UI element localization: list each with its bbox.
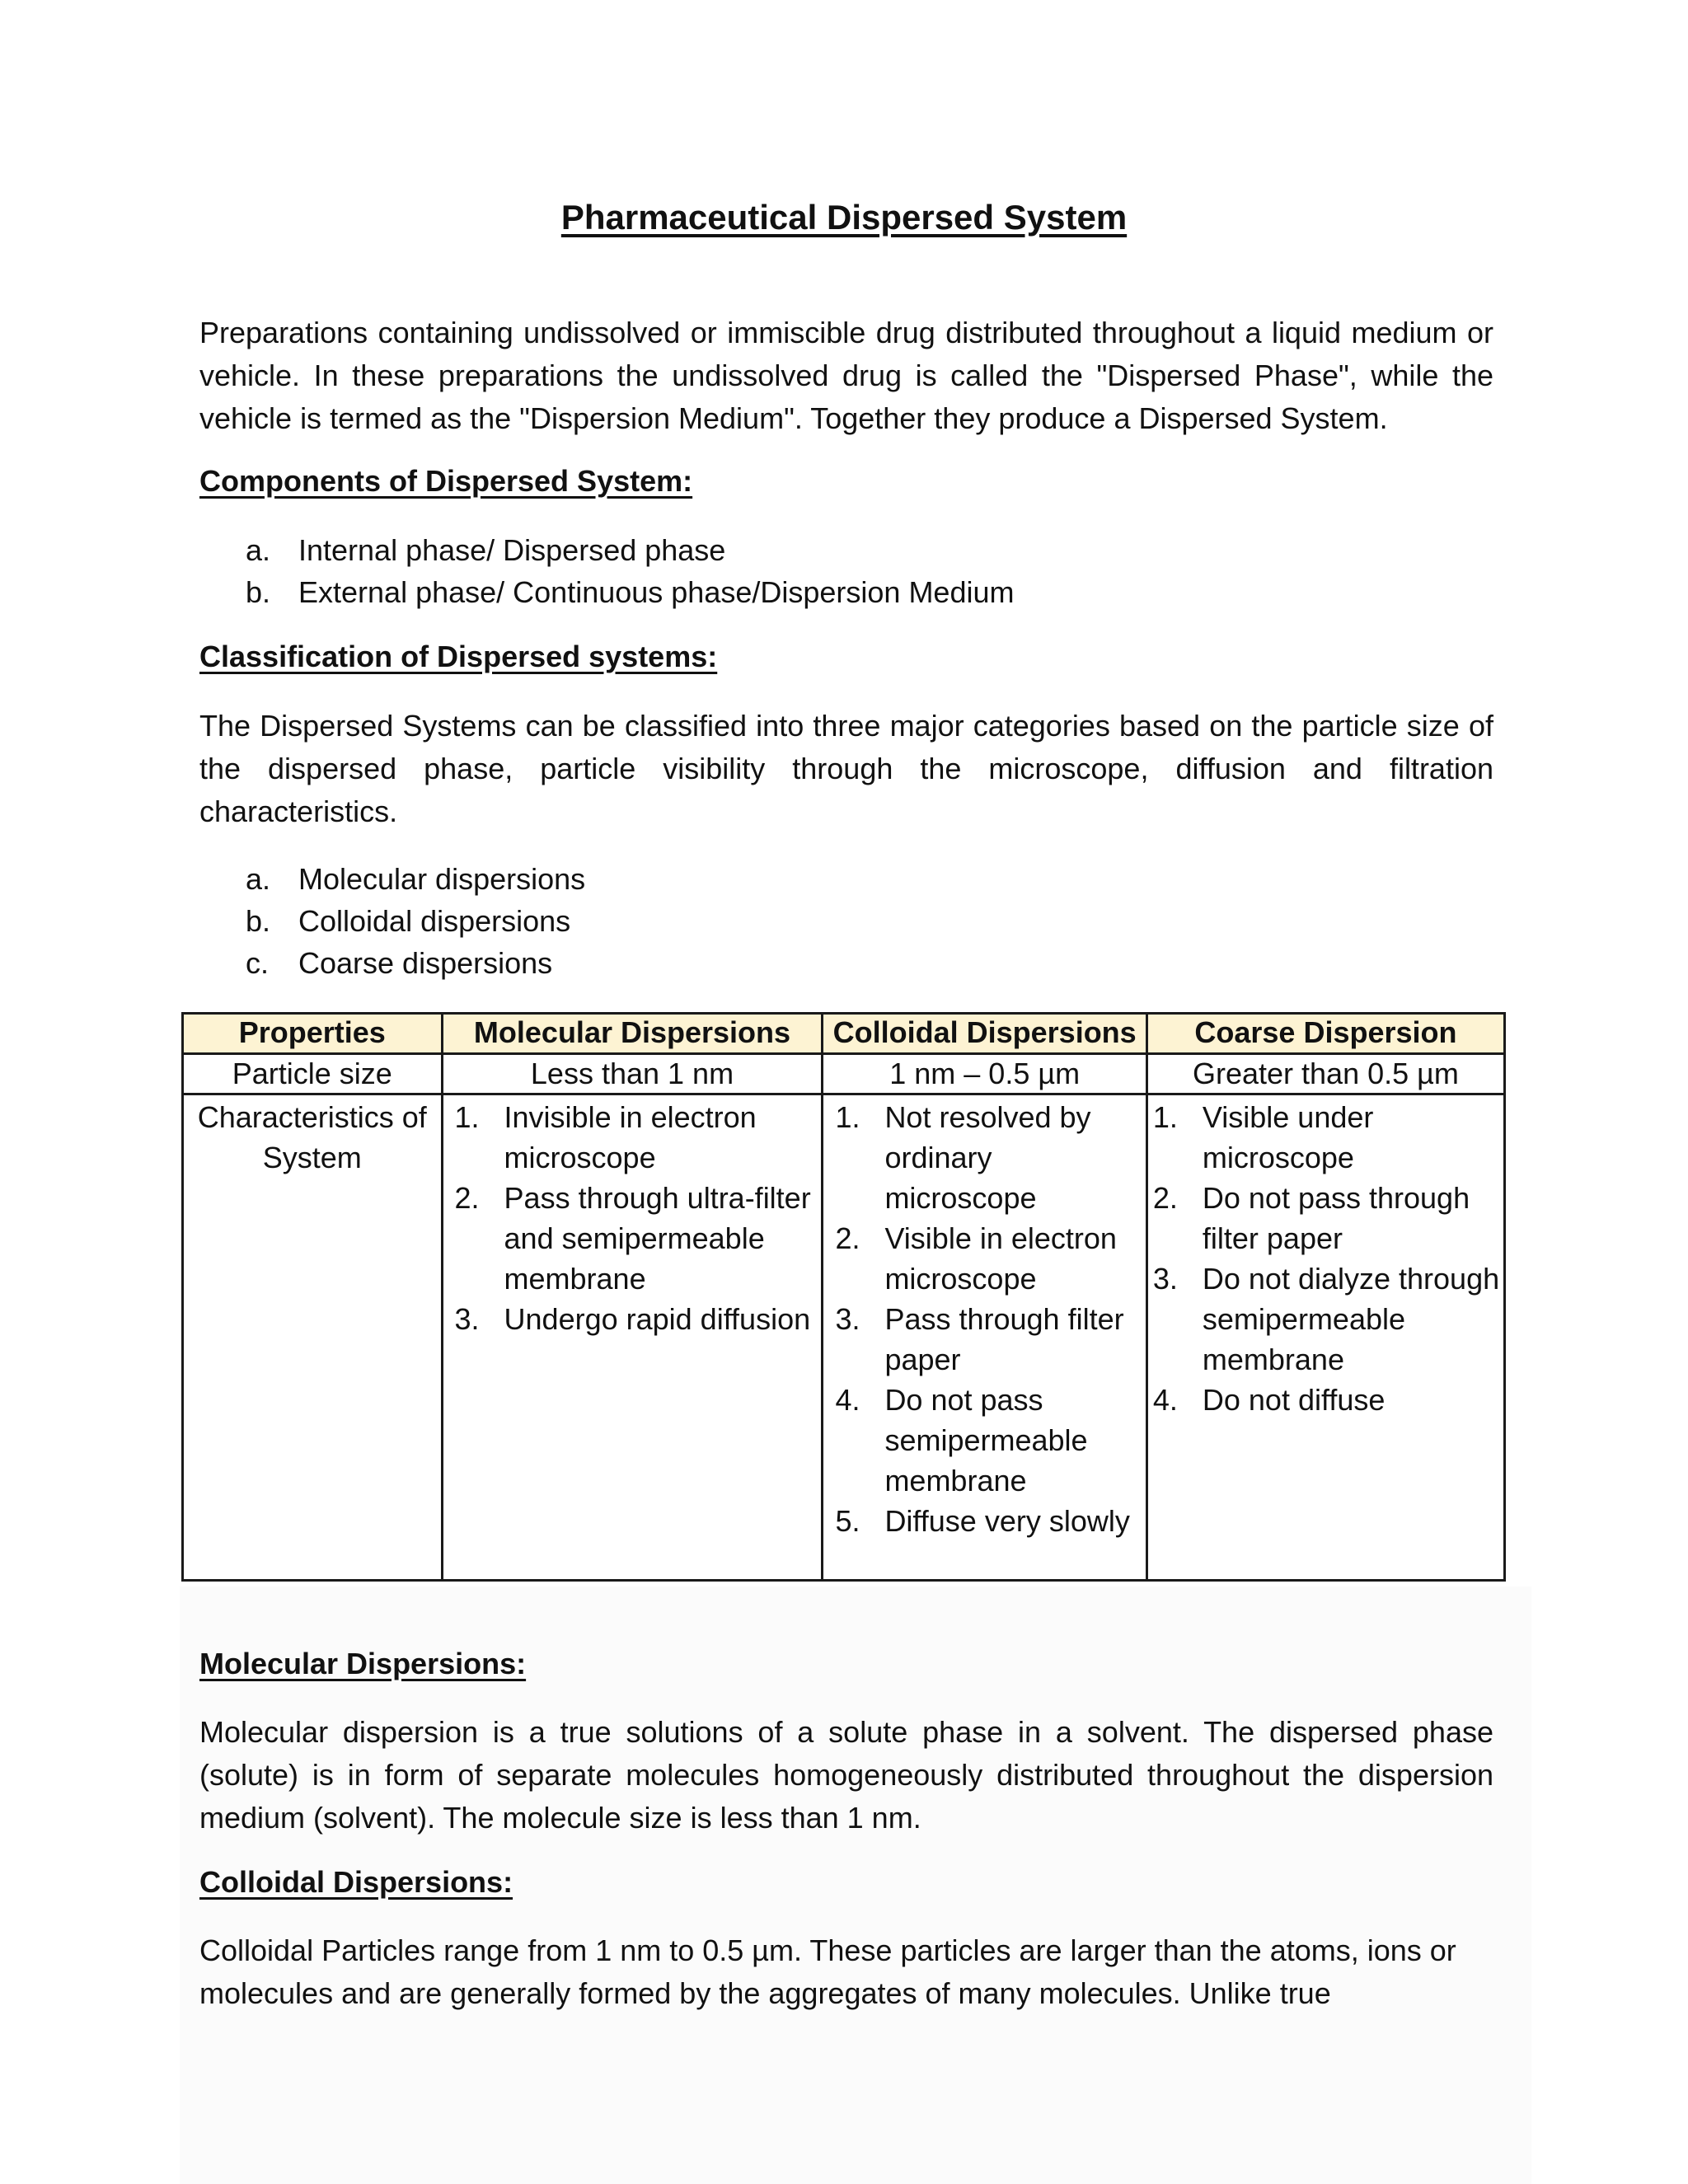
list-item: 3. Do not dialyze through semipermeable membrane [1152,1262,1500,1376]
list-item: b. External phase/ Continuous phase/Dispersion Medium [246,575,1015,609]
cell-particle-size-label: Particle size [183,1054,443,1094]
list-item: 1. Not resolved by ordinary microscope [835,1100,1091,1215]
classification-heading: Classification of Dispersed systems: [199,640,718,673]
cell-molecular-characteristics [442,1094,823,1581]
cell-coarse-size: Greater than 0.5 µm [1146,1054,1504,1094]
list-item: 2. Pass through ultra-filter and semipermeable membrane [454,1181,811,1296]
dispersion-properties-table [181,1012,1506,1582]
cell-coarse-characteristics [1146,1094,1504,1581]
header-molecular: Molecular Dispersions [442,1014,823,1054]
components-heading: Components of Dispersed System: [199,464,693,498]
header-coarse: Coarse Dispersion [1146,1014,1504,1054]
classification-paragraph: The Dispersed Systems can be classified into three major categories based on the particle size of the dispersed phase, particle visibility through the microscope, diffusion and filtration characteristics. [199,709,1493,828]
colloidal-dispersions-heading: Colloidal Dispersions: [199,1865,513,1899]
list-item: 5. Diffuse very slowly [835,1504,1130,1538]
molecular-dispersions-heading: Molecular Dispersions: [199,1647,527,1680]
table-row-particle-size [183,1054,1505,1094]
molecular-dispersions-paragraph: Molecular dispersion is a true solutions of a solute phase in a solvent. The dispersed phase (solute) is in form of separate molecules homogeneously distributed throughout the dispersion medium (solvent). The molecule size is less than 1 nm. [199,1715,1493,1835]
cell-colloidal-characteristics [823,1094,1146,1581]
table-header-row [183,1014,1505,1054]
list-item: a. Internal phase/ Dispersed phase [246,533,726,567]
list-item: 1. Invisible in electron microscope [454,1100,757,1174]
list-item: 3. Undergo rapid diffusion [454,1302,811,1336]
list-item: 2. Do not pass through filter paper [1152,1181,1470,1255]
list-item: 3. Pass through filter paper [835,1302,1124,1376]
table-row-characteristics [183,1094,1505,1581]
list-item: 4. Do not pass semipermeable membrane [835,1383,1088,1497]
list-item: b. Colloidal dispersions [246,904,571,938]
cell-characteristics-label: Characteristics of System [183,1094,443,1581]
document-title: Pharmaceutical Dispersed System [560,198,1128,237]
header-properties: Properties [183,1014,443,1054]
cell-molecular-size: Less than 1 nm [442,1054,823,1094]
components-list [246,529,1014,613]
list-item: 4. Do not diffuse [1152,1383,1386,1417]
cell-colloidal-size: 1 nm – 0.5 µm [823,1054,1146,1094]
colloidal-dispersions-paragraph: Colloidal Particles range from 1 nm to 0.5 µm. These particles are larger than the atoms, ions or molecules and are generally formed by the aggregates of many molecules. Unlike true [199,1933,1456,2010]
list-item: 1. Visible under microscope [1152,1100,1374,1174]
list-item: c. Coarse dispersions [246,946,553,980]
header-colloidal: Colloidal Dispersions [823,1014,1146,1054]
intro-paragraph: Preparations containing undissolved or immiscible drug distributed throughout a liquid medium or vehicle. In these preparations the undissolved drug is called the "Dispersed Phase", while the vehicle is termed as the "Dispersion Medium". Together they produce a Dispersed System. [199,316,1493,435]
list-item: 2. Visible in electron microscope [835,1221,1117,1296]
classification-list [246,858,585,984]
list-item: a. Molecular dispersions [246,862,586,896]
